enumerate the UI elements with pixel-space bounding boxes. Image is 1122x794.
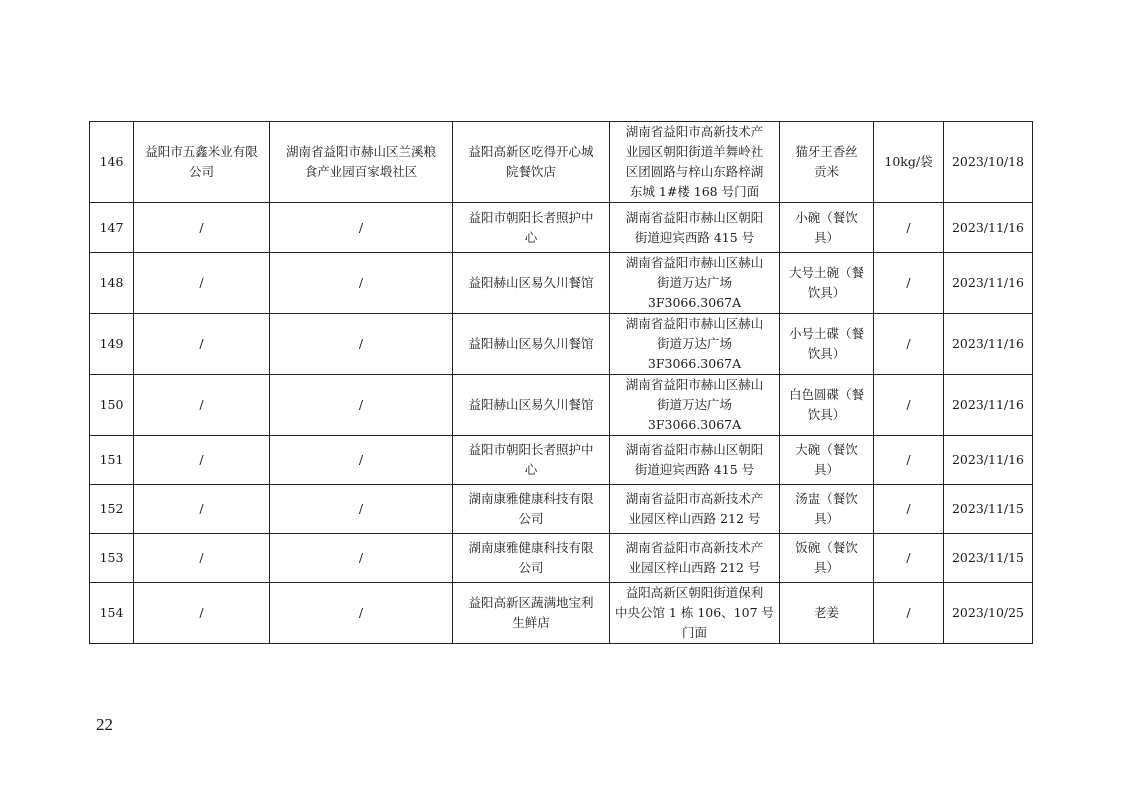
- page-number: 22: [96, 715, 113, 734]
- product-spec: /: [874, 485, 944, 534]
- production-date: 2023/11/16: [944, 253, 1033, 314]
- sampled-address: 湖南省益阳市赫山区朝阳 街道迎宾西路 415 号: [610, 203, 780, 253]
- producer-name: 益阳市五鑫米业有限 公司: [134, 122, 270, 203]
- sampled-address: 湖南省益阳市赫山区赫山 街道万达广场 3F3066.3067A: [610, 314, 780, 375]
- product-name: 大碗（餐饮 具）: [780, 436, 874, 485]
- sampled-unit: 湖南康雅健康科技有限 公司: [453, 534, 610, 583]
- row-number: 147: [90, 203, 134, 253]
- production-date: 2023/10/18: [944, 122, 1033, 203]
- sampled-address: 湖南省益阳市赫山区朝阳 街道迎宾西路 415 号: [610, 436, 780, 485]
- producer-name: /: [134, 375, 270, 436]
- product-spec: /: [874, 314, 944, 375]
- results-table: [89, 121, 1033, 644]
- sampled-unit: 益阳高新区吃得开心城 院餐饮店: [453, 122, 610, 203]
- production-date: 2023/11/15: [944, 485, 1033, 534]
- producer-name: /: [134, 203, 270, 253]
- production-date: 2023/11/16: [944, 314, 1033, 375]
- row-number: 146: [90, 122, 134, 203]
- product-name: 汤盅（餐饮 具）: [780, 485, 874, 534]
- producer-address: 湖南省益阳市赫山区兰溪粮 食产业园百家塅社区: [270, 122, 453, 203]
- product-spec: /: [874, 203, 944, 253]
- table-row: [90, 375, 1033, 436]
- table-row: [90, 436, 1033, 485]
- production-date: 2023/10/25: [944, 583, 1033, 644]
- product-spec: /: [874, 253, 944, 314]
- sampled-address: 湖南省益阳市赫山区赫山 街道万达广场 3F3066.3067A: [610, 253, 780, 314]
- product-spec: /: [874, 375, 944, 436]
- table-row: [90, 485, 1033, 534]
- table-row: [90, 122, 1033, 203]
- producer-address: /: [270, 203, 453, 253]
- row-number: 150: [90, 375, 134, 436]
- table-row: [90, 534, 1033, 583]
- production-date: 2023/11/16: [944, 436, 1033, 485]
- sampled-unit: 湖南康雅健康科技有限 公司: [453, 485, 610, 534]
- product-spec: /: [874, 534, 944, 583]
- producer-name: /: [134, 485, 270, 534]
- sampled-address: 益阳高新区朝阳街道保利 中央公馆 1 栋 106、107 号 门面: [610, 583, 780, 644]
- producer-address: /: [270, 253, 453, 314]
- producer-name: /: [134, 436, 270, 485]
- producer-address: /: [270, 485, 453, 534]
- sampled-unit: 益阳赫山区易久川餐馆: [453, 314, 610, 375]
- sampled-address: 湖南省益阳市高新技术产 业园区朝阳街道羊舞岭社 区团圆路与梓山东路梓湖 东城 1#楼 168 号门面: [610, 122, 780, 203]
- row-number: 153: [90, 534, 134, 583]
- sampled-unit: 益阳赫山区易久川餐馆: [453, 253, 610, 314]
- table-row: [90, 203, 1033, 253]
- sampled-unit: 益阳市朝阳长者照护中 心: [453, 203, 610, 253]
- product-spec: /: [874, 436, 944, 485]
- production-date: 2023/11/16: [944, 203, 1033, 253]
- sampled-address: 湖南省益阳市赫山区赫山 街道万达广场 3F3066.3067A: [610, 375, 780, 436]
- producer-name: /: [134, 314, 270, 375]
- product-name: 老姜: [780, 583, 874, 644]
- table-row: [90, 583, 1033, 644]
- sampled-address: 湖南省益阳市高新技术产 业园区梓山西路 212 号: [610, 534, 780, 583]
- sampled-unit: 益阳市朝阳长者照护中 心: [453, 436, 610, 485]
- row-number: 154: [90, 583, 134, 644]
- product-name: 饭碗（餐饮 具）: [780, 534, 874, 583]
- row-number: 148: [90, 253, 134, 314]
- product-name: 小号土碟（餐 饮具）: [780, 314, 874, 375]
- producer-name: /: [134, 534, 270, 583]
- product-name: 猫牙王香丝 贡米: [780, 122, 874, 203]
- production-date: 2023/11/15: [944, 534, 1033, 583]
- producer-address: /: [270, 375, 453, 436]
- product-spec: 10kg/袋: [874, 122, 944, 203]
- producer-address: /: [270, 583, 453, 644]
- row-number: 151: [90, 436, 134, 485]
- production-date: 2023/11/16: [944, 375, 1033, 436]
- producer-address: /: [270, 436, 453, 485]
- producer-name: /: [134, 583, 270, 644]
- product-name: 白色圆碟（餐 饮具）: [780, 375, 874, 436]
- table-row: [90, 314, 1033, 375]
- producer-name: /: [134, 253, 270, 314]
- sampled-address: 湖南省益阳市高新技术产 业园区梓山西路 212 号: [610, 485, 780, 534]
- product-spec: /: [874, 583, 944, 644]
- sampled-unit: 益阳高新区蔬满地宝利 生鲜店: [453, 583, 610, 644]
- producer-address: /: [270, 534, 453, 583]
- table-row: [90, 253, 1033, 314]
- row-number: 152: [90, 485, 134, 534]
- sampled-unit: 益阳赫山区易久川餐馆: [453, 375, 610, 436]
- product-name: 大号土碗（餐 饮具）: [780, 253, 874, 314]
- product-name: 小碗（餐饮 具）: [780, 203, 874, 253]
- row-number: 149: [90, 314, 134, 375]
- producer-address: /: [270, 314, 453, 375]
